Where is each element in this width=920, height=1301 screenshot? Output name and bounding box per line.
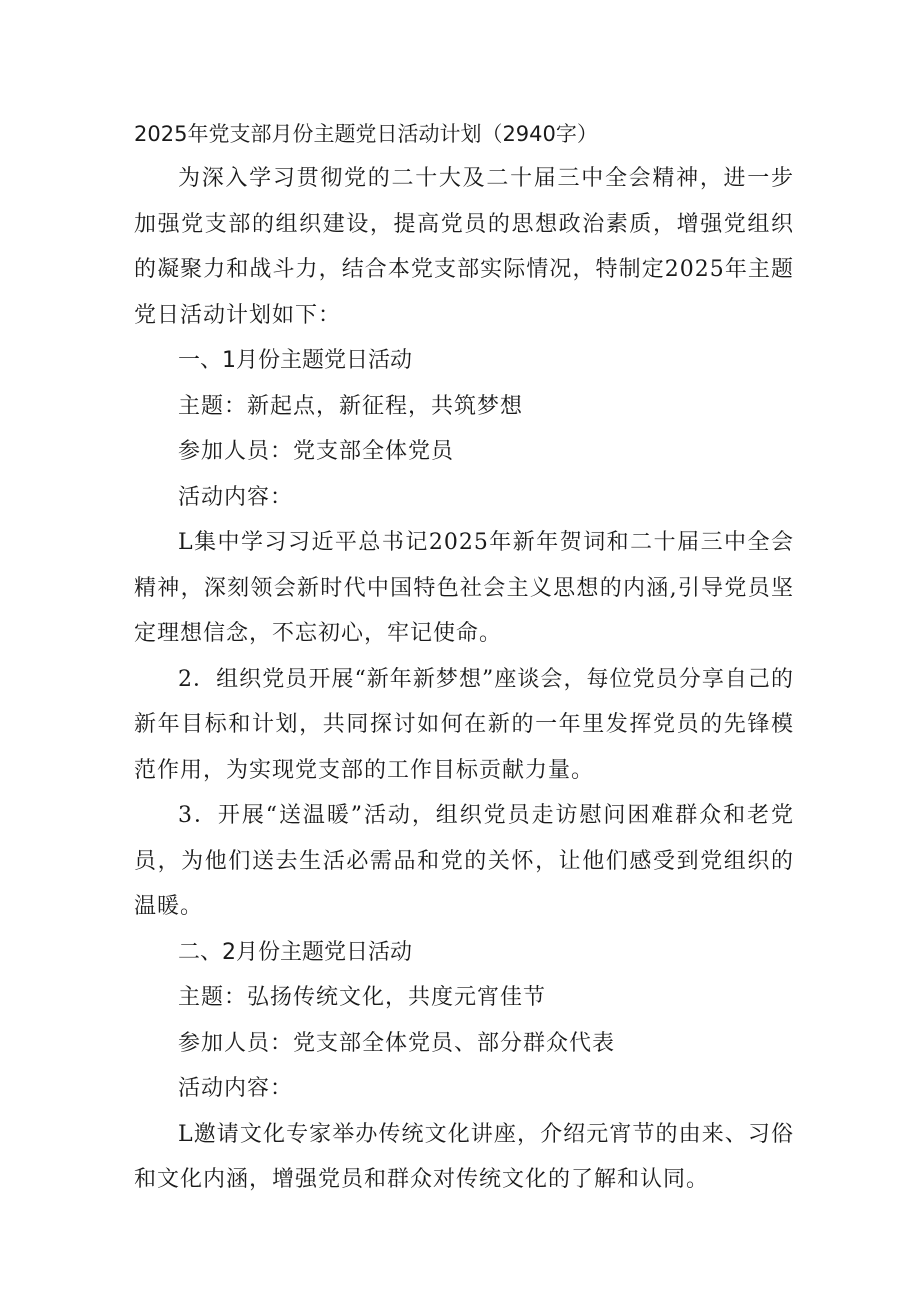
section-heading: 一、1月份主题党日活动: [178, 348, 412, 373]
intro-paragraph: 为深入学习贯彻党的二十大及二十届三中全会精神，进一步加强党支部的组织建设，提高党员的思想政治素质，增强党组织的凝聚力和战斗力，结合本党支部实际情况，特制定2025年主题党日活动计划如下：: [134, 166, 794, 328]
content-item: 2．组织党员开展“新年新梦想”座谈会，每位党员分享自己的新年目标和计划，共同探讨如何在新的一年里发挥党员的先锋模范作用，为实现党支部的工作目标贡献力量。: [134, 666, 794, 783]
section-participants: 参加人员：党支部全体党员: [178, 439, 455, 464]
content-item: L集中学习习近平总书记2025年新年贺词和二十届三中全会精神，深刻领会新时代中国特色社会主义思想的内涵,引导党员坚定理想信念，不忘初心，牢记使命。: [134, 530, 794, 646]
section-content-label: 活动内容：: [178, 1076, 294, 1101]
document-body: [134, 112, 794, 1203]
section-theme: 主题：新起点，新征程，共筑梦想: [178, 393, 524, 419]
section-content-label: 活动内容：: [178, 484, 294, 510]
content-item: L邀请文化专家举办传统文化讲座，介绍元宵节的由来、习俗和文化内涵，增强党员和群众对传统文化的了解和认同。: [134, 1121, 794, 1192]
section-theme: 主题：弘扬传统文化，共度元宵佳节: [178, 985, 547, 1010]
content-item: 3．开展“送温暖”活动，组织党员走访慰问困难群众和老党员，为他们送去生活必需品和党的关怀，让他们感受到党组织的温暖。: [134, 803, 794, 919]
section-participants: 参加人员：党支部全体党员、部分群众代表: [178, 1030, 616, 1056]
section-heading: 二、2月份主题党日活动: [178, 939, 412, 965]
document-title: 2025年党支部月份主题党日活动计划（2940字）: [134, 122, 598, 146]
section-january: [134, 338, 794, 930]
section-february: [134, 930, 794, 1203]
